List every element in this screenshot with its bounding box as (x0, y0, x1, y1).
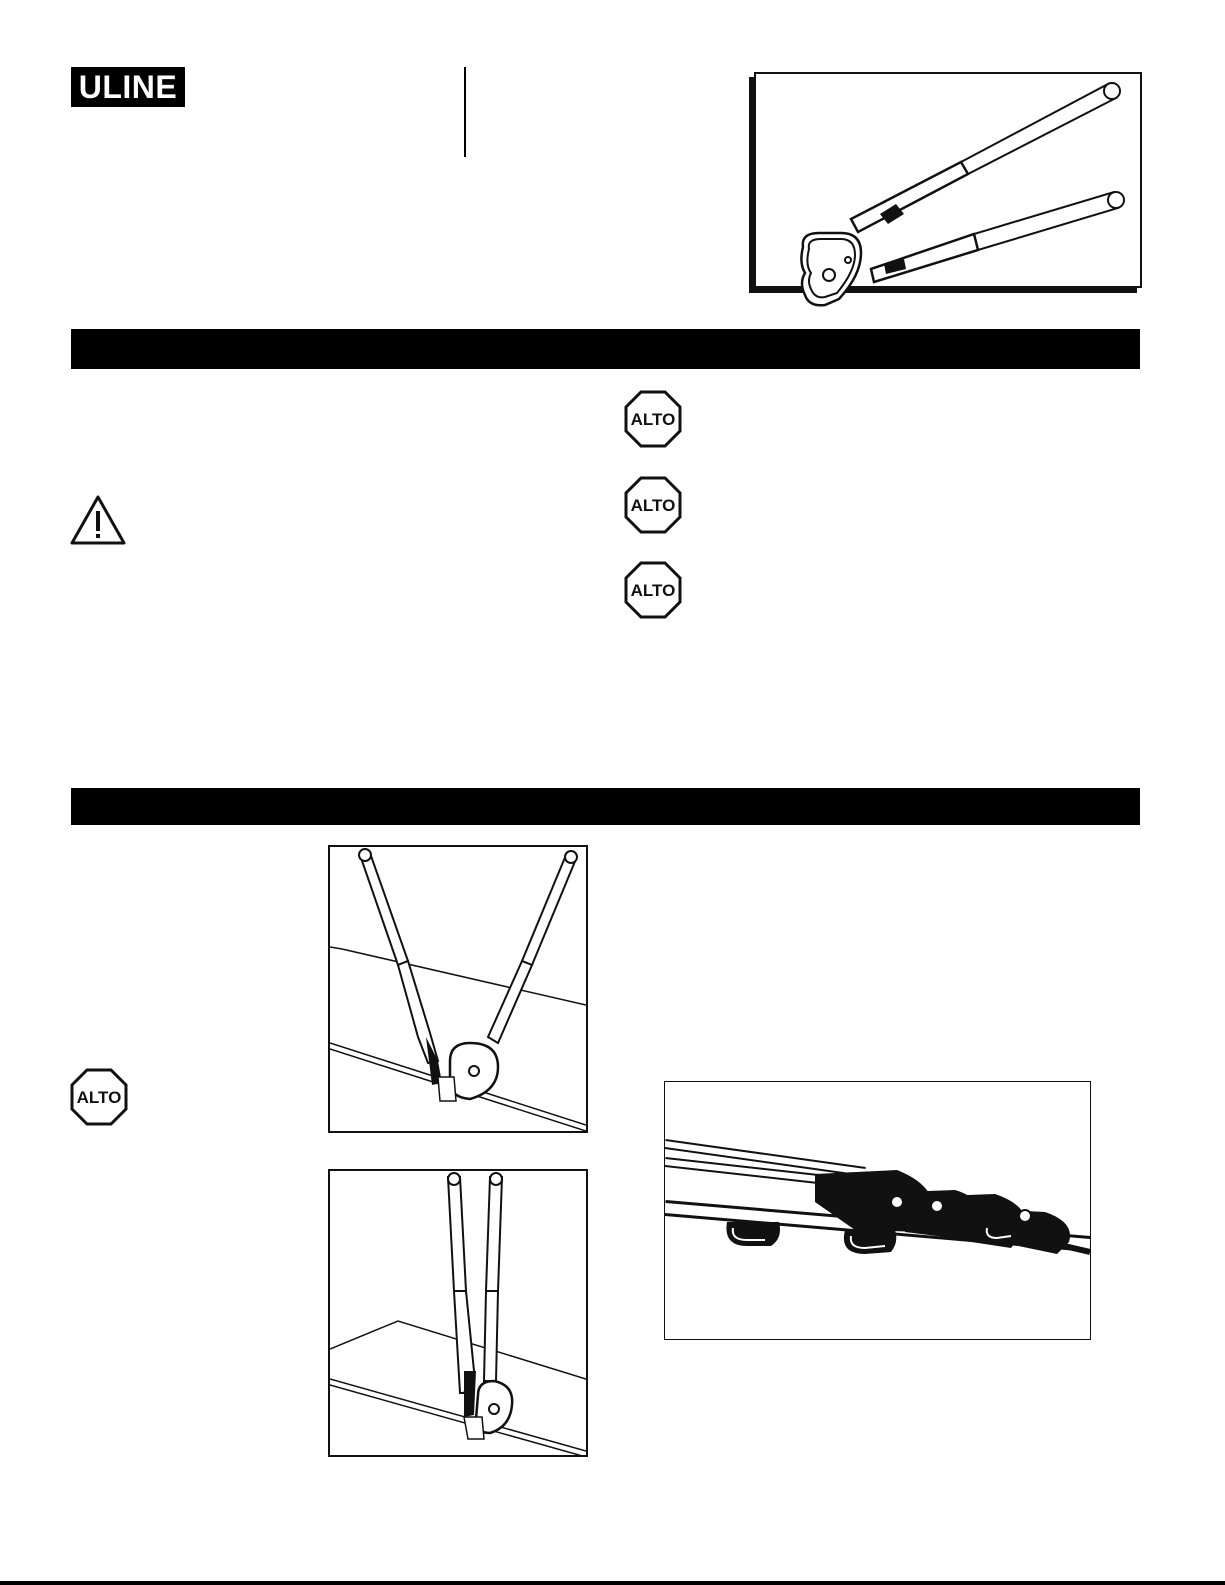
uline-logo: ULINE (71, 67, 185, 107)
stop-sign-icon (624, 561, 682, 619)
section-header-bar (71, 329, 1140, 369)
page-bottom-rule (0, 1581, 1225, 1585)
figure-open-sealer (328, 845, 588, 1133)
sealer-jaw-icon (795, 225, 875, 315)
stop-sign-icon (624, 476, 682, 534)
figure-sealed-joint-closeup (664, 1081, 1091, 1340)
stop-label: ALTO (630, 496, 676, 515)
figure-closed-sealer (328, 1169, 588, 1457)
stop-label: ALTO (630, 581, 676, 600)
stop-label: ALTO (630, 410, 676, 429)
stop-label: ALTO (76, 1088, 122, 1107)
stop-sign-icon (624, 390, 682, 448)
section-header-bar (71, 788, 1140, 825)
stop-sign-icon (70, 1068, 128, 1126)
warning-triangle-icon (70, 494, 126, 546)
header-divider (464, 67, 466, 157)
